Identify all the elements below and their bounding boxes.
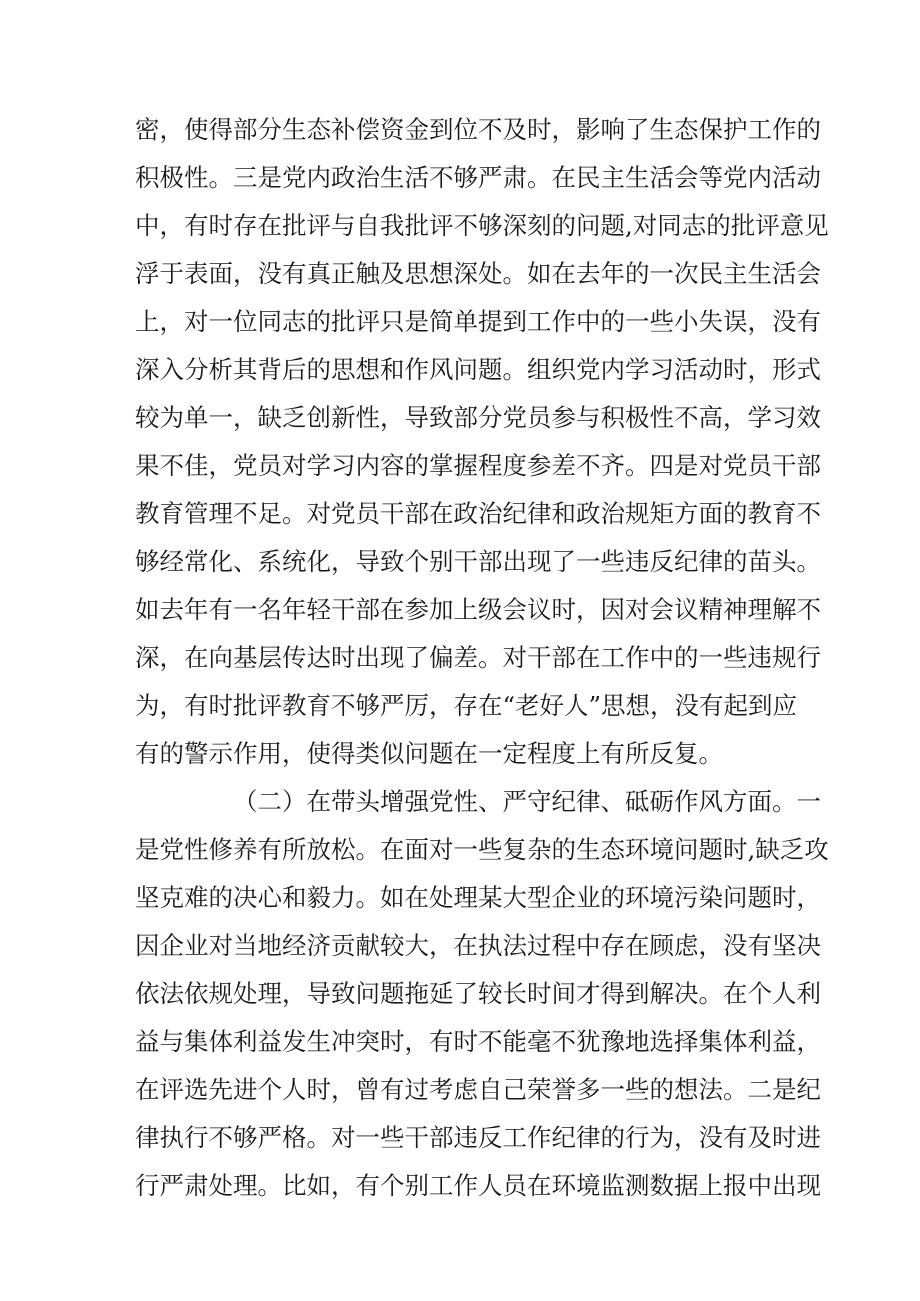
text-line-9: 教育管理不足。对党员干部在政治纪律和政治规矩方面的教育不 (135, 499, 821, 528)
text-line-1: 密，使得部分生态补偿资金到位不及时，影响了生态保护工作的 (135, 115, 821, 144)
text-line-12: 深，在向基层传达时出现了偏差。对干部在工作中的一些违规行 (135, 643, 821, 672)
text-line-16: 是党性修养有所放松。在面对一些复杂的生态环境问题时,缺乏攻 (135, 835, 829, 864)
text-line-8: 果不佳，党员对学习内容的掌握程度参差不齐。四是对党员干部 (135, 451, 821, 480)
text-line-11: 如去年有一名年轻干部在参加上级会议时，因对会议精神理解不 (135, 595, 821, 624)
text-line-4: 浮于表面，没有真正触及思想深处。如在去年的一次民主生活会 (135, 259, 821, 288)
text-line-3: 中，有时存在批评与自我批评不够深刻的问题,对同志的批评意见 (135, 211, 829, 240)
text-line-18: 因企业对当地经济贡献较大，在执法过程中存在顾虑，没有坚决 (135, 931, 821, 960)
text-line-7: 较为单一，缺乏创新性，导致部分党员参与积极性不高，学习效 (135, 403, 821, 432)
text-line-23: 行严肃处理。比如，有个别工作人员在环境监测数据上报中出现 (135, 1171, 821, 1200)
text-line-13: 为，有时批评教育不够严厉，存在“老好人”思想，没有起到应 (135, 691, 798, 720)
text-line-6: 深入分析其背后的思想和作风问题。组织党内学习活动时，形式 (135, 355, 821, 384)
text-line-19: 依法依规处理，导致问题拖延了较长时间才得到解决。在个人利 (135, 979, 821, 1008)
text-line-21: 在评选先进个人时，曾有过考虑自己荣誉多一些的想法。二是纪 (135, 1075, 821, 1104)
text-line-17: 坚克难的决心和毅力。如在处理某大型企业的环境污染问题时， (135, 883, 821, 912)
text-line-20: 益与集体利益发生冲突时，有时不能毫不犹豫地选择集体利益， (135, 1027, 821, 1056)
section-heading-line: （二）在带头增强党性、严守纪律、砥砺作风方面。一 (233, 787, 821, 816)
text-line-14: 有的警示作用，使得类似问题在一定程度上有所反复。 (135, 739, 723, 768)
text-line-5: 上，对一位同志的批评只是简单提到工作中的一些小失误，没有 (135, 307, 821, 336)
text-line-22: 律执行不够严格。对一些干部违反工作纪律的行为，没有及时进 (135, 1123, 821, 1152)
text-line-2: 积极性。三是党内政治生活不够严肃。在民主生活会等党内活动 (135, 163, 821, 192)
text-line-10: 够经常化、系统化，导致个别干部出现了一些违反纪律的苗头。 (135, 547, 821, 576)
